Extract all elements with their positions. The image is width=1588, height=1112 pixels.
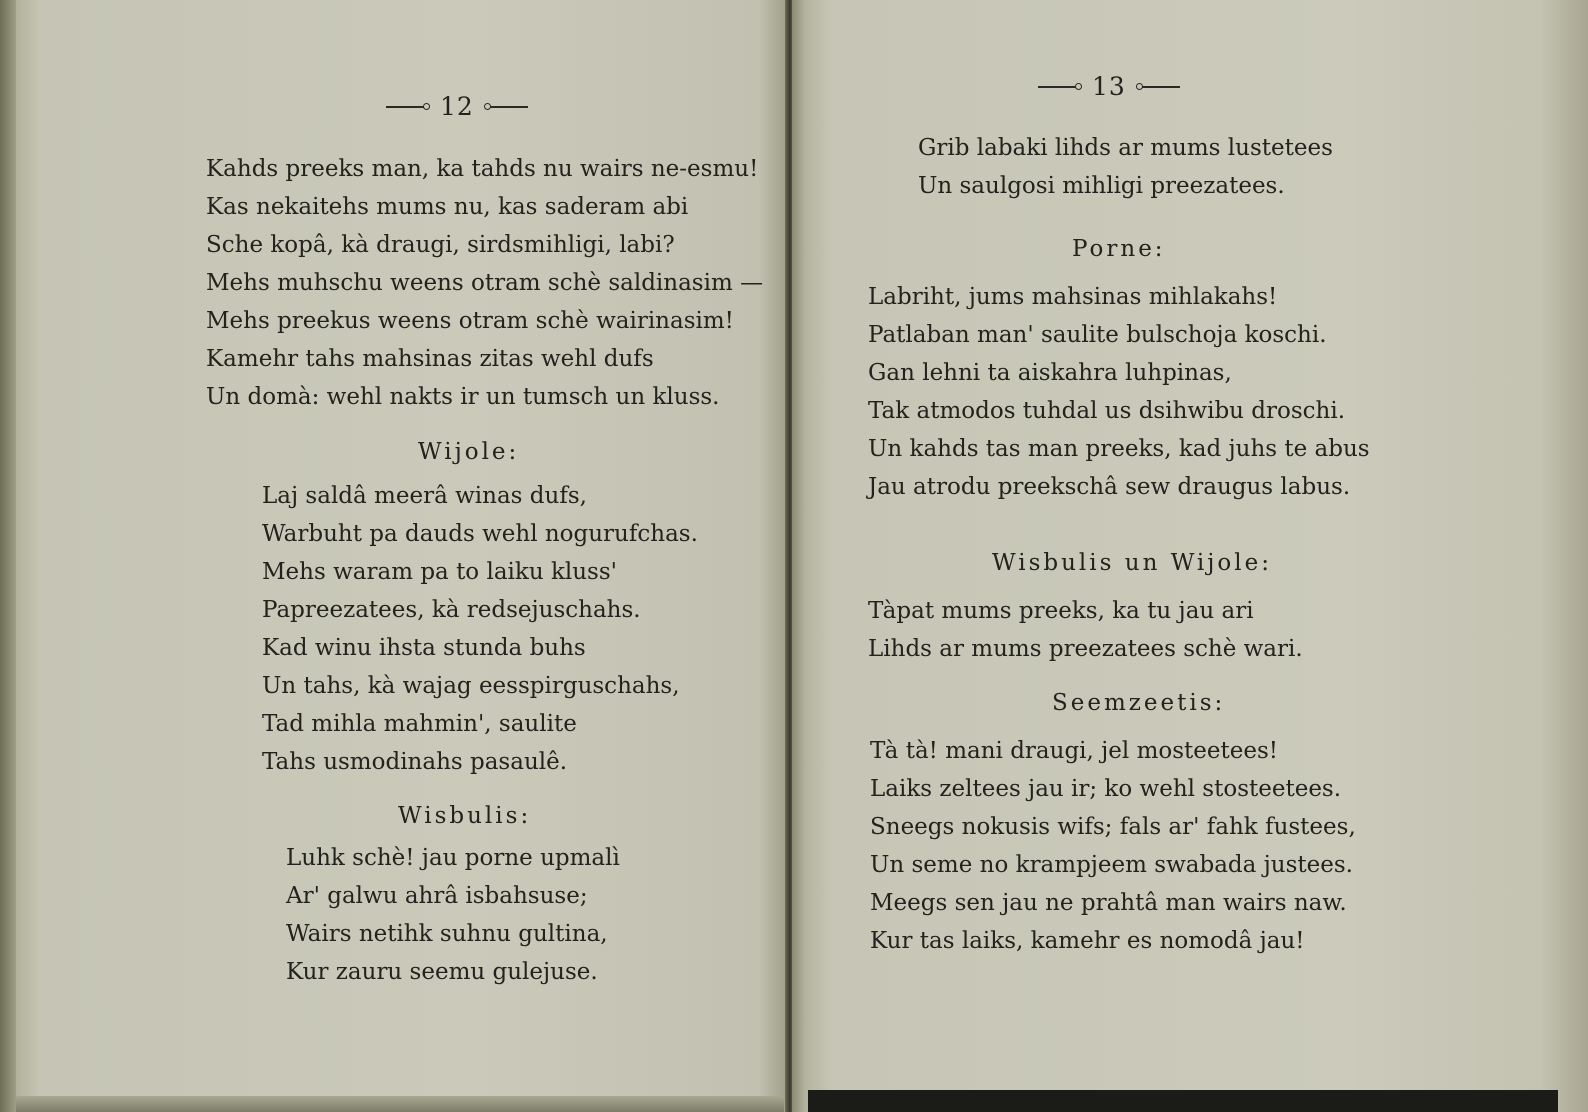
verse-line: Luhk schè! jau porne upmalì	[286, 845, 620, 871]
speaker-heading: Seemzeetis:	[1052, 690, 1226, 716]
verse-line: Labriht, jums mahsinas mihlakahs!	[868, 284, 1278, 310]
speaker-heading: Wisbulis:	[398, 803, 532, 829]
verse-line: Tad mihla mahmin', saulite	[262, 711, 577, 737]
page-number-ornament	[1038, 72, 1180, 101]
ornament-dash-icon	[1140, 86, 1180, 88]
verse-line: Laiks zeltees jau ir; ko wehl stosteetees.	[870, 776, 1342, 802]
verse-line: Ar' galwu ahrâ isbahsuse;	[286, 883, 588, 909]
verse-line: Meegs sen jau ne prahtâ man wairs naw.	[870, 890, 1347, 916]
verse-line: Un seme no krampjeem swabada justees.	[870, 852, 1353, 878]
right-page	[792, 0, 1588, 1112]
verse-line: Mehs muhschu weens otram schè saldinasim —	[206, 270, 764, 296]
verse-line: Patlaban man' saulite bulschoja koschi.	[868, 322, 1327, 348]
verse-line: Un saulgosi mihligi preezatees.	[918, 173, 1285, 199]
verse-line: Tàpat mums preeks, ka tu jau ari	[868, 598, 1254, 624]
verse-line: Tak atmodos tuhdal us dsihwibu droschi.	[868, 398, 1346, 424]
verse-line: Kur zauru seemu gulejuse.	[286, 959, 598, 985]
speaker-heading: Wisbulis un Wijole:	[992, 550, 1272, 576]
verse-line: Tà tà! mani draugi, jel mosteetees!	[870, 738, 1279, 764]
verse-line: Kahds preeks man, ka tahds nu wairs ne-esmu!	[206, 156, 759, 182]
verse-line: Un domà: wehl nakts ir un tumsch un kluss.	[206, 384, 720, 410]
verse-line: Un tahs, kà wajag eesspirguschahs,	[262, 673, 680, 699]
speaker-heading: Wijole:	[418, 439, 520, 465]
verse-line: Un kahds tas man preeks, kad juhs te abus	[868, 436, 1370, 462]
verse-line: Sneegs nokusis wifs; fals ar' fahk fustees,	[870, 814, 1356, 840]
page-bottom-shadow	[808, 1090, 1558, 1112]
page-number-ornament	[386, 92, 528, 121]
verse-line: Kas nekaitehs mums nu, kas saderam abi	[206, 194, 689, 220]
verse-line: Gan lehni ta aiskahra luhpinas,	[868, 360, 1232, 386]
page-bottom-edge	[16, 1096, 784, 1112]
speaker-heading: Porne:	[1072, 236, 1166, 262]
page-number: 12	[440, 92, 474, 121]
verse-line: Tahs usmodinahs pasaulê.	[262, 749, 568, 775]
verse-line: Papreezatees, kà redsejuschahs.	[262, 597, 641, 623]
verse-line: Warbuht pa dauds wehl nogurufchas.	[262, 521, 698, 547]
verse-line: Mehs preekus weens otram schè wairinasim!	[206, 308, 734, 334]
verse-line: Mehs waram pa to laiku kluss'	[262, 559, 617, 585]
verse-line: Lihds ar mums preezatees schè wari.	[868, 636, 1303, 662]
verse-line: Wairs netihk suhnu gultina,	[286, 921, 608, 947]
book-edge	[0, 0, 16, 1112]
verse-line: Kur tas laiks, kamehr es nomodâ jau!	[870, 928, 1305, 954]
verse-line: Grib labaki lihds ar mums lustetees	[918, 135, 1333, 161]
verse-line: Laj saldâ meerâ winas dufs,	[262, 483, 587, 509]
ornament-dash-icon	[386, 106, 426, 108]
ornament-dash-icon	[1038, 86, 1078, 88]
ornament-dash-icon	[488, 106, 528, 108]
page-number: 13	[1092, 72, 1126, 101]
verse-line: Kad winu ihsta stunda buhs	[262, 635, 586, 661]
verse-line: Kamehr tahs mahsinas zitas wehl dufs	[206, 346, 654, 372]
verse-line: Sche kopâ, kà draugi, sirdsmihligi, labi?	[206, 232, 675, 258]
verse-line: Jau atrodu preekschâ sew draugus labus.	[868, 474, 1351, 500]
left-page	[0, 0, 790, 1112]
